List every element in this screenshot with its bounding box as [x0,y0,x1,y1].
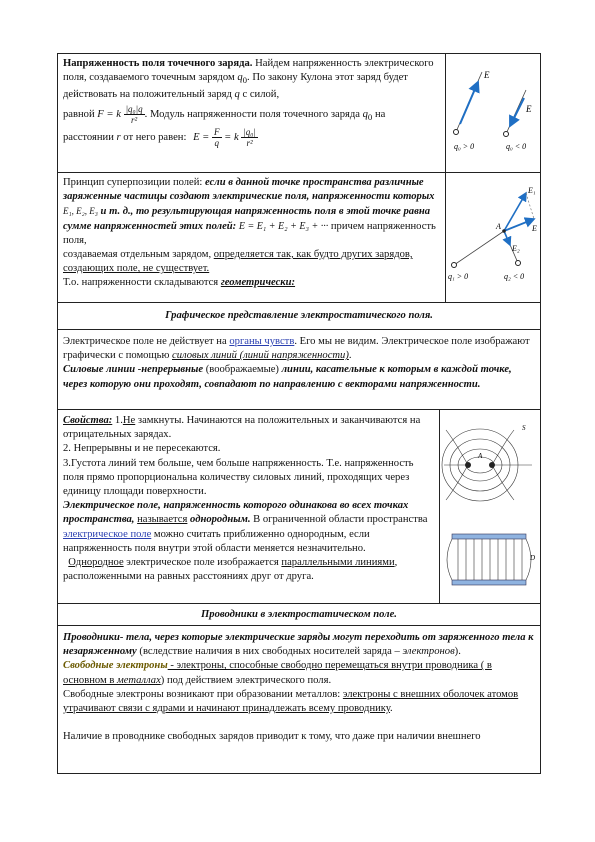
section-heading: Проводники в электростатическом поле. [201,609,397,620]
svg-text:S: S [522,424,526,432]
vector-e-result [504,219,534,231]
conductors-row: Проводники- тела, через которые электрические заряды могут переходить от заряженного тела к незаряженному (вследствие наличия в них свободных носителей заряда – электронов). Свободные электроны - электроны, способные свободно перемещаться внутри проводника ( в основном в металлах) под действием электрического поля. Свободные электроны возникают при образовании металлов: электроны с внешних оболочек атомов утрачивают связи с ядрами и начинают принадлежать всему проводнику. Наличие в проводнике свободных зарядов приводит к тому, что даже при наличии внешнего [58,625,540,773]
svg-text:q₂ < 0: q₂ < 0 [504,272,525,281]
vector-e-negative [510,98,524,126]
svg-text:E₂: E₂ [512,244,520,253]
graphic-representation-heading-row [58,302,540,329]
senses-link[interactable]: органы чувств [229,336,295,347]
svg-text:q₁ > 0: q₁ > 0 [448,272,469,281]
charge-positive-dot [454,130,459,135]
svg-text:E: E [532,224,537,233]
uniform-field-capacitor [447,534,531,585]
vector-e2 [504,231,510,245]
dipole-field-lines [442,429,532,501]
electric-field-link[interactable]: электрическое поле [63,528,152,540]
svg-text:D: D [530,554,536,562]
svg-text:E: E [526,104,532,114]
superposition-text: Принцип суперпозиции полей: если в данной точке пространства различные заряженные частицы создают электрические поля, напряженности которых E₁, E₂, E₃ и т. д., то результирующая напряженность поля в этой точке равна сумме напряженностей этих полей: E = E₁ + E₂ + E₃ + ··· причем напряженность поля, создаваемая отдельным зарядом, определяется так, как будто других зарядов, создающих поле, не существует. Т.о. напряженности складываются геометрически: [58,173,446,302]
properties-text: Свойства: 1.Не замкнуты. Начинаются на положительных и заканчиваются на отрицательных зарядах. 2. Непрерывны и не пересекаются. 3.Густота линий тем больше, чем больше напряженность. Т.е. напряженность поля прямо пропорциональна количеству силовых линий, проходящих через единицу площади поверхности. Электрическое поле, напряженность которого одинакова во всех точках пространства, называется однородным. В ограниченной области пространства электрическое поле можно считать приближенно однородным, если напряженность поля внутри этой области меняется незначительно. Однородное электрическое поле изображается параллельными линиями, расположенными на равных расстояниях друг от друга. [58,410,440,603]
superposition-diagram [446,173,540,303]
svg-text:E: E [484,70,490,80]
point-charge-figure [446,54,540,172]
dipole-negative-charge [489,462,495,468]
dipole-and-uniform-field-diagram [440,410,540,604]
point-charge-diagram [446,54,540,172]
conductors-heading-row [58,603,540,625]
vector-e-positive [460,82,478,124]
properties-row [58,409,540,603]
charge-negative-dot [504,132,509,137]
svg-text:q₀ > 0: q₀ > 0 [454,142,475,151]
dipole-positive-charge [465,462,471,468]
vector-e1 [504,193,526,231]
section-heading: Графическое представление электростатического поля. [165,310,433,321]
content-table [57,53,541,774]
section-title: Напряженность поля точечного заряда. [63,58,253,69]
field-strength-formula: E = $\frac{F}{q}$ = k $\frac{\text{|q₀|}}{\text{r²}}$ [193,126,256,148]
point-charge-field-row [58,54,540,172]
superposition-formula: E = E₁ + E₂ + E₃ + ··· [238,220,329,232]
superposition-row [58,172,540,302]
field-lines-definition-row: Электрическое поле не действует на органы чувств. Его мы не видим. Электрическое поле изображают графически с помощью силовых линий (линий напряженности). Силовые линии -непрерывные (воображаемые) линии, касательные к которым в каждой точке, через которую они проходят, совпадают по направлению с векторами напряженности. [58,329,540,409]
field-lines-link[interactable]: силовых линий (линий напряженности) [172,350,349,362]
svg-text:A: A [496,222,501,231]
svg-text:E₁: E₁ [528,186,536,195]
coulomb-formula: F = k $\frac{\text{|q₀|q}}{\text{r²}}$ [97,103,143,125]
svg-text:A: A [478,452,483,460]
point-charge-text: Напряженность поля точечного заряда. Найдем напряженность электрического поля, создаваемого точечным зарядом $q_0$. По закону Кулона этот заряд будет действовать на положительный заряд q с силой, равной F = k $\frac{\text{|q₀|q}}{\text{r²}}$ . Модуль напряженности поля точечного заряда $q_0$ на расстоянии r от него равен: E = $\frac{F}{q}$ = k $\frac{\text{|q₀|}}{\text{r²}}$ [58,54,446,172]
svg-text:q₀ < 0: q₀ < 0 [506,142,527,151]
field-lines-figure [440,410,540,603]
superposition-figure [446,173,540,302]
